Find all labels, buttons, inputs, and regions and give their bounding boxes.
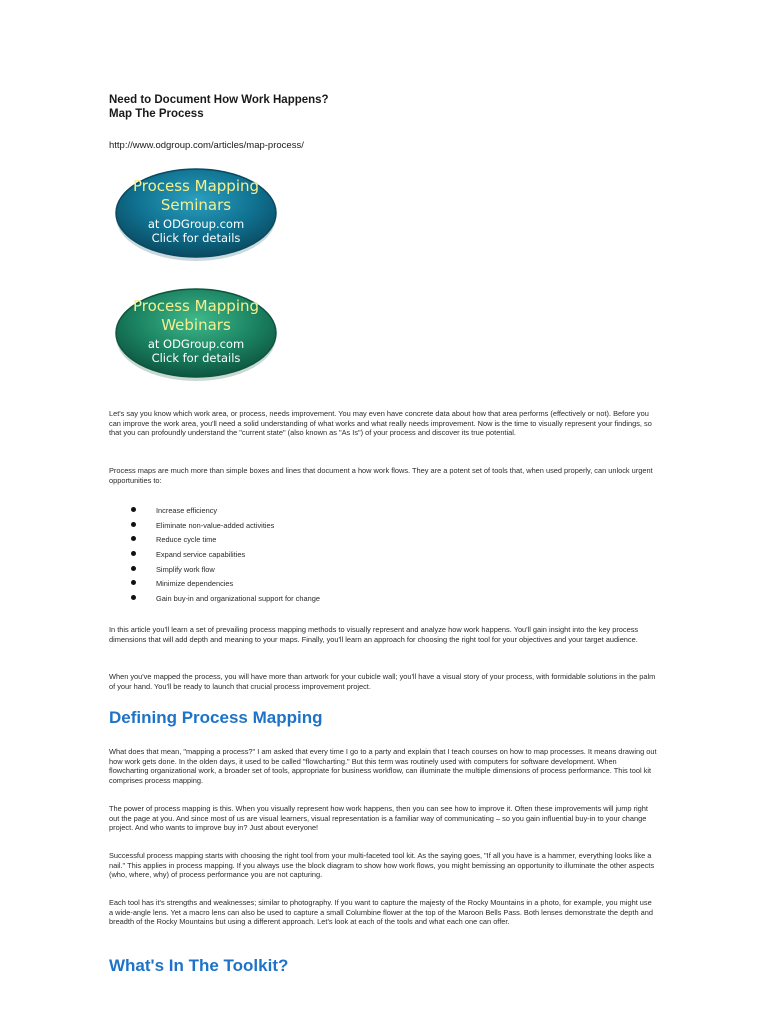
section-heading-defining: Defining Process Mapping bbox=[109, 708, 323, 727]
bullet-icon bbox=[131, 551, 136, 556]
title-line-1: Need to Document How Work Happens? bbox=[109, 94, 329, 106]
list-item: Increase efficiency bbox=[109, 506, 509, 521]
bullet-icon bbox=[131, 566, 136, 571]
section-heading-toolkit: What's In The Toolkit? bbox=[109, 956, 289, 975]
list-item: Expand service capabilities bbox=[109, 550, 509, 565]
intro-paragraph: Let's say you know which work area, or process, needs improvement. You may even have concrete data about how that area performs (effectively or not). Before you can improve the work area, you'll need a solid understanding of what works and what really needs improvement. Now is the time to visually represent your findings, so that you can profoundly understand the "current state" (also known as "As Is") of your process and discover its true potential. bbox=[109, 409, 652, 438]
list-item: Simplify work flow bbox=[109, 565, 509, 580]
webinars-badge-link[interactable] bbox=[113, 283, 279, 383]
choosing-tool-paragraph: Successful process mapping starts with choosing the right tool from your multi-faceted tool kit. As the saying goes, "If all you have is a hammer, everything looks like a nail." This applies in process mapping. If you always use the block diagram to show how work flows, you might bemissing an opportunity to illuminate the other aspects (who, where, why) of process performance you are not capturing. bbox=[109, 851, 655, 880]
opportunities-list bbox=[109, 506, 509, 609]
bullet-icon bbox=[131, 580, 136, 585]
article-overview-paragraph: In this article you'll learn a set of prevailing process mapping methods to visually represent and analyze how work happens. You'll gain insight into the key process dimensions that will add depth and meaning to your maps. Finally, you'll learn an approach for choosing the right tool for your objectives and your target audience. bbox=[109, 625, 639, 644]
badge1-line1: Process Mapping bbox=[132, 177, 260, 195]
badge2-line3: at ODGroup.com bbox=[147, 337, 245, 351]
title-line-2: Map The Process bbox=[109, 108, 204, 120]
power-paragraph: The power of process mapping is this. When you visually represent how work happens, then you can see how to improve it. Often these improvements will jump right out the page at you. And since most of us are visual learners, visual representation is a familiar way of communicating – so you gain influential buy-in to your change project. And who wants to improve buy in? Just about everyone! bbox=[109, 804, 648, 833]
list-item: Eliminate non-value-added activities bbox=[109, 521, 509, 536]
badge1-line4: Click for details bbox=[151, 231, 241, 245]
bullet-icon bbox=[131, 522, 136, 527]
badge2-line1: Process Mapping bbox=[132, 297, 260, 315]
seminars-badge-graphic bbox=[113, 163, 279, 263]
bullet-icon bbox=[131, 595, 136, 600]
page-title bbox=[109, 93, 329, 121]
badge2-line2: Webinars bbox=[161, 316, 231, 334]
list-item: Reduce cycle time bbox=[109, 535, 509, 550]
webinars-badge-graphic bbox=[113, 283, 279, 383]
badge1-line2: Seminars bbox=[160, 196, 232, 214]
seminars-badge-link[interactable] bbox=[113, 163, 279, 263]
process-maps-paragraph: Process maps are much more than simple boxes and lines that document a how work flows. They are a potent set of tools that, when used properly, can unlock urgent opportunities to: bbox=[109, 466, 653, 485]
source-url: http://www.odgroup.com/articles/map-process/ bbox=[109, 140, 304, 151]
definition-paragraph: What does that mean, "mapping a process?" I am asked that every time I go to a party and explain that I teach courses on how to map processes. It means drawing out how work gets done. In the olden days, it used to be called "flowcharting." But this term was routinely used with computers for software development. When flowcharting organizational work, a broader set of tools, appropriate for business workflow, can illuminate the multiple dimensions of process performance. This tool kit comprises process mapping. bbox=[109, 747, 657, 785]
mapped-process-paragraph: When you've mapped the process, you will have more than artwork for your cubicle wall; you'll have a visual story of your process, with formidable solutions in the palm of your hand. You'll be ready to launch that crucial process improvement project. bbox=[109, 672, 656, 691]
list-item: Gain buy-in and organizational support for change bbox=[109, 594, 509, 609]
list-item: Minimize dependencies bbox=[109, 579, 509, 594]
strengths-paragraph: Each tool has it's strengths and weaknesses; similar to photography. If you want to capture the majesty of the Rocky Mountains in a photo, for example, you might use a wide-angle lens. Yet a macro lens can also be used to capture a small Columbine flower at the top of the Maroon Bells Pass. Both lenses demonstrate the depth and breadth of the Rocky Mountains but using a different approach. Let's look at each of the tools and what each one can offer. bbox=[109, 898, 653, 927]
bullet-icon bbox=[131, 536, 136, 541]
bullet-icon bbox=[131, 507, 136, 512]
badge1-line3: at ODGroup.com bbox=[147, 217, 245, 231]
badge2-line4: Click for details bbox=[151, 351, 241, 365]
